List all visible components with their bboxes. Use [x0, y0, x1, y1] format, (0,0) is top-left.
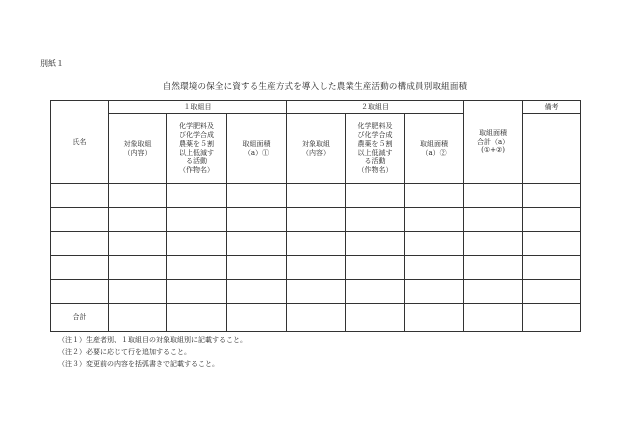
area-table: [50, 100, 581, 332]
header-total-area: 取組面積 合計（a） (①+②): [464, 101, 523, 184]
header-remarks: 備考: [523, 101, 581, 114]
header-area-2: 取組面積 （a）②: [405, 114, 464, 184]
table-row: [51, 280, 581, 304]
header-group-2: ２取組目: [287, 101, 464, 114]
header-chemical-2: 化学肥料及 び化学合成 農薬を５割 以上低減す る活動 （作物名）: [346, 114, 405, 184]
document-label: 別紙１: [40, 59, 64, 68]
total-label: 合計: [51, 304, 109, 332]
table-row: [51, 184, 581, 208]
note-1: （注１）生産者別、１取組目の対象取組別に記載すること。: [58, 336, 247, 344]
notes: [58, 334, 247, 370]
note-2: （注２）必要に応じて行を追加すること。: [58, 348, 191, 356]
note-3: （注３）変更前の内容を括弧書きで記載すること。: [58, 360, 219, 368]
table-row: [51, 232, 581, 256]
header-target-1: 対象取組 （内容）: [109, 114, 167, 184]
table-row: [51, 208, 581, 232]
remarks-header-blank: [523, 114, 581, 184]
header-chemical-1: 化学肥料及 び化学合成 農薬を５割 以上低減す る活動 （作物名）: [167, 114, 227, 184]
document-title: 自然環境の保全に資する生産方式を導入した農業生産活動の構成員別取組面積: [162, 82, 468, 92]
header-name: 氏名: [51, 101, 109, 184]
header-target-2: 対象取組 （内容）: [287, 114, 346, 184]
total-row: [51, 304, 581, 332]
header-area-1: 取組面積 （a）①: [227, 114, 287, 184]
table-row: [51, 256, 581, 280]
header-group-1: １取組目: [109, 101, 287, 114]
